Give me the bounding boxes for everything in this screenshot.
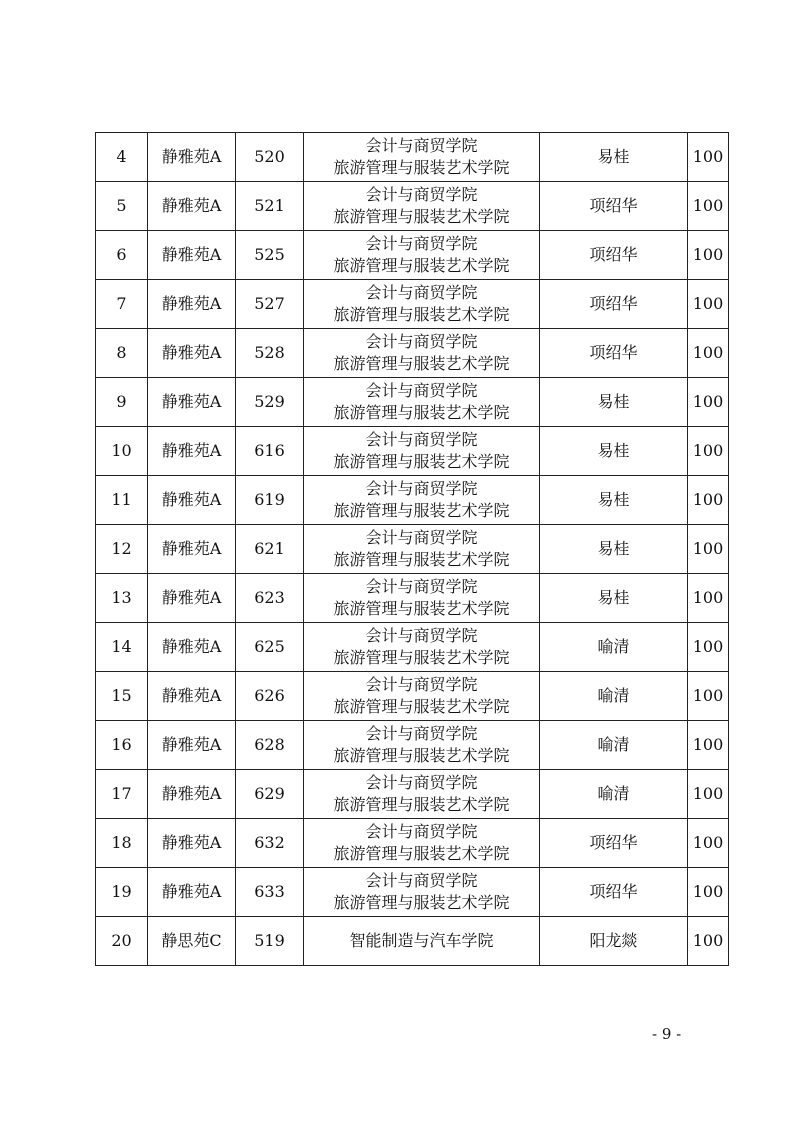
table-row <box>96 133 729 182</box>
row-number-cell: 11 <box>96 476 148 525</box>
room-cell: 529 <box>236 378 304 427</box>
building-cell: 静雅苑A <box>148 378 236 427</box>
score-cell: 100 <box>688 770 729 819</box>
room-cell: 629 <box>236 770 304 819</box>
row-number-cell: 13 <box>96 574 148 623</box>
person-cell: 喻清 <box>540 770 688 819</box>
college-name: 旅游管理与服装艺术学院 <box>333 795 510 814</box>
person-cell: 喻清 <box>540 721 688 770</box>
building-cell: 静雅苑A <box>148 721 236 770</box>
college-cell <box>304 378 540 427</box>
room-cell: 623 <box>236 574 304 623</box>
college-name: 会计与商贸学院 <box>365 479 478 498</box>
row-number-cell: 19 <box>96 868 148 917</box>
row-number-cell: 16 <box>96 721 148 770</box>
table-row <box>96 427 729 476</box>
college-name: 旅游管理与服装艺术学院 <box>333 893 510 912</box>
person-cell: 项绍华 <box>540 329 688 378</box>
college-name: 智能制造与汽车学院 <box>349 931 494 950</box>
room-cell: 519 <box>236 917 304 966</box>
score-cell: 100 <box>688 182 729 231</box>
college-name: 旅游管理与服装艺术学院 <box>333 354 510 373</box>
college-name: 旅游管理与服装艺术学院 <box>333 452 510 471</box>
table-row <box>96 868 729 917</box>
room-cell: 628 <box>236 721 304 770</box>
person-cell: 项绍华 <box>540 819 688 868</box>
college-name: 旅游管理与服装艺术学院 <box>333 550 510 569</box>
college-name: 会计与商贸学院 <box>365 871 478 890</box>
building-cell: 静雅苑A <box>148 770 236 819</box>
table-row <box>96 574 729 623</box>
score-cell: 100 <box>688 329 729 378</box>
college-name: 旅游管理与服装艺术学院 <box>333 501 510 520</box>
building-cell: 静雅苑A <box>148 868 236 917</box>
building-cell: 静雅苑A <box>148 476 236 525</box>
score-cell: 100 <box>688 868 729 917</box>
college-cell <box>304 280 540 329</box>
college-name: 旅游管理与服装艺术学院 <box>333 256 510 275</box>
college-cell <box>304 231 540 280</box>
table-row <box>96 182 729 231</box>
person-cell: 项绍华 <box>540 868 688 917</box>
row-number-cell: 18 <box>96 819 148 868</box>
room-cell: 619 <box>236 476 304 525</box>
building-cell: 静思苑C <box>148 917 236 966</box>
table-row <box>96 672 729 721</box>
college-name: 旅游管理与服装艺术学院 <box>333 648 510 667</box>
building-cell: 静雅苑A <box>148 329 236 378</box>
building-cell: 静雅苑A <box>148 672 236 721</box>
row-number-cell: 10 <box>96 427 148 476</box>
building-cell: 静雅苑A <box>148 231 236 280</box>
dormitory-score-table <box>95 132 729 966</box>
college-cell <box>304 819 540 868</box>
college-name: 会计与商贸学院 <box>365 822 478 841</box>
score-cell: 100 <box>688 574 729 623</box>
college-name: 会计与商贸学院 <box>365 577 478 596</box>
table-row <box>96 378 729 427</box>
row-number-cell: 20 <box>96 917 148 966</box>
score-cell: 100 <box>688 525 729 574</box>
building-cell: 静雅苑A <box>148 574 236 623</box>
row-number-cell: 6 <box>96 231 148 280</box>
room-cell: 525 <box>236 231 304 280</box>
college-cell <box>304 427 540 476</box>
row-number-cell: 4 <box>96 133 148 182</box>
person-cell: 易桂 <box>540 525 688 574</box>
college-cell <box>304 574 540 623</box>
college-name: 会计与商贸学院 <box>365 430 478 449</box>
college-cell <box>304 623 540 672</box>
college-name: 会计与商贸学院 <box>365 234 478 253</box>
person-cell: 易桂 <box>540 133 688 182</box>
college-cell <box>304 476 540 525</box>
table-body <box>96 133 729 966</box>
row-number-cell: 14 <box>96 623 148 672</box>
college-name: 旅游管理与服装艺术学院 <box>333 746 510 765</box>
person-cell: 易桂 <box>540 378 688 427</box>
table-row <box>96 623 729 672</box>
row-number-cell: 12 <box>96 525 148 574</box>
table-row <box>96 329 729 378</box>
room-cell: 527 <box>236 280 304 329</box>
room-cell: 528 <box>236 329 304 378</box>
page-number: - 9 - <box>652 1025 682 1043</box>
college-name: 旅游管理与服装艺术学院 <box>333 305 510 324</box>
college-name: 会计与商贸学院 <box>365 381 478 400</box>
row-number-cell: 8 <box>96 329 148 378</box>
college-name: 会计与商贸学院 <box>365 185 478 204</box>
person-cell: 易桂 <box>540 427 688 476</box>
building-cell: 静雅苑A <box>148 819 236 868</box>
room-cell: 626 <box>236 672 304 721</box>
college-name: 旅游管理与服装艺术学院 <box>333 697 510 716</box>
college-name: 旅游管理与服装艺术学院 <box>333 207 510 226</box>
room-cell: 520 <box>236 133 304 182</box>
row-number-cell: 17 <box>96 770 148 819</box>
room-cell: 625 <box>236 623 304 672</box>
college-cell <box>304 868 540 917</box>
room-cell: 521 <box>236 182 304 231</box>
score-cell: 100 <box>688 819 729 868</box>
person-cell: 项绍华 <box>540 231 688 280</box>
building-cell: 静雅苑A <box>148 133 236 182</box>
person-cell: 喻清 <box>540 623 688 672</box>
person-cell: 易桂 <box>540 476 688 525</box>
college-name: 会计与商贸学院 <box>365 332 478 351</box>
row-number-cell: 9 <box>96 378 148 427</box>
score-cell: 100 <box>688 721 729 770</box>
table-row <box>96 525 729 574</box>
college-cell <box>304 672 540 721</box>
table-row <box>96 770 729 819</box>
building-cell: 静雅苑A <box>148 623 236 672</box>
room-cell: 621 <box>236 525 304 574</box>
college-name: 旅游管理与服装艺术学院 <box>333 158 510 177</box>
row-number-cell: 15 <box>96 672 148 721</box>
table-row <box>96 917 729 966</box>
college-name: 旅游管理与服装艺术学院 <box>333 844 510 863</box>
row-number-cell: 5 <box>96 182 148 231</box>
person-cell: 项绍华 <box>540 182 688 231</box>
score-cell: 100 <box>688 378 729 427</box>
score-cell: 100 <box>688 672 729 721</box>
college-name: 旅游管理与服装艺术学院 <box>333 599 510 618</box>
row-number-cell: 7 <box>96 280 148 329</box>
college-cell <box>304 917 540 966</box>
college-name: 会计与商贸学院 <box>365 773 478 792</box>
college-name: 会计与商贸学院 <box>365 675 478 694</box>
score-cell: 100 <box>688 476 729 525</box>
building-cell: 静雅苑A <box>148 427 236 476</box>
room-cell: 616 <box>236 427 304 476</box>
person-cell: 易桂 <box>540 574 688 623</box>
table-row <box>96 231 729 280</box>
college-cell <box>304 182 540 231</box>
score-cell: 100 <box>688 280 729 329</box>
score-cell: 100 <box>688 917 729 966</box>
college-cell <box>304 329 540 378</box>
college-name: 会计与商贸学院 <box>365 724 478 743</box>
table-row <box>96 476 729 525</box>
person-cell: 喻清 <box>540 672 688 721</box>
building-cell: 静雅苑A <box>148 525 236 574</box>
college-name: 会计与商贸学院 <box>365 283 478 302</box>
college-cell <box>304 721 540 770</box>
college-cell <box>304 525 540 574</box>
college-cell <box>304 133 540 182</box>
building-cell: 静雅苑A <box>148 182 236 231</box>
table-row <box>96 280 729 329</box>
building-cell: 静雅苑A <box>148 280 236 329</box>
college-name: 会计与商贸学院 <box>365 626 478 645</box>
college-name: 会计与商贸学院 <box>365 136 478 155</box>
person-cell: 项绍华 <box>540 280 688 329</box>
room-cell: 632 <box>236 819 304 868</box>
college-name: 旅游管理与服装艺术学院 <box>333 403 510 422</box>
table-row <box>96 721 729 770</box>
score-cell: 100 <box>688 427 729 476</box>
score-cell: 100 <box>688 231 729 280</box>
score-cell: 100 <box>688 133 729 182</box>
college-cell <box>304 770 540 819</box>
room-cell: 633 <box>236 868 304 917</box>
person-cell: 阳龙燚 <box>540 917 688 966</box>
table-row <box>96 819 729 868</box>
college-name: 会计与商贸学院 <box>365 528 478 547</box>
score-cell: 100 <box>688 623 729 672</box>
